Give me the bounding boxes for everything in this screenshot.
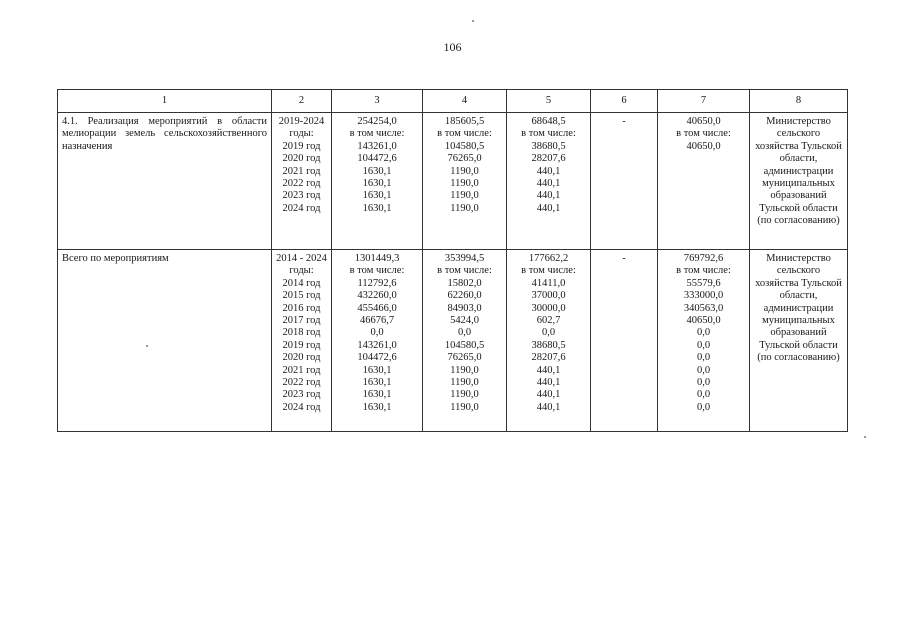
- cell-line: Министерство: [766, 253, 831, 264]
- cell-line: 2023 год: [282, 190, 321, 202]
- cell-line: 2019 год: [282, 339, 321, 351]
- cell-line: 28207,6: [531, 153, 566, 165]
- measure-name-cell: 4.1. Реализация мероприятий в области мелиорации земель сельскохозяйственного назначения: [58, 113, 272, 250]
- cell-line: 41411,0: [531, 277, 566, 289]
- col4-cell: [423, 250, 507, 432]
- cell-line: 2024 год: [282, 401, 321, 413]
- cell-line: 440,1: [536, 377, 561, 389]
- cell-line: сельского: [776, 265, 821, 277]
- cell-line: образований: [770, 190, 827, 202]
- cell-line: 1190,0: [450, 178, 479, 190]
- cell-line: 38680,5: [531, 140, 566, 152]
- cell-line: 28207,6: [531, 352, 566, 364]
- cell-line: 440,1: [536, 190, 561, 202]
- cell-line: 440,1: [536, 389, 561, 401]
- cell-line: 1630,1: [362, 190, 392, 202]
- cell-line: хозяйства Тульской: [755, 277, 842, 289]
- cell-line: 440,1: [536, 401, 561, 413]
- cell-line: 104472,6: [357, 153, 397, 165]
- cell-line: 5424,0: [450, 315, 479, 327]
- header-cell: 2: [272, 90, 332, 113]
- cell-line: 2023 год: [282, 389, 321, 401]
- cell-line: 68648,5: [531, 116, 566, 127]
- cell-line: 2019 год: [282, 140, 321, 152]
- cell-line: годы:: [289, 265, 314, 277]
- cell-line: 0,0: [457, 327, 472, 339]
- cell-line: администрации: [763, 165, 834, 177]
- cell-line: 40650,0: [686, 140, 721, 152]
- cell-line: годы:: [289, 128, 314, 140]
- cell-line: 40650,0: [686, 315, 721, 327]
- cell-line: 0,0: [370, 327, 384, 339]
- cell-line: в том числе:: [349, 265, 405, 277]
- header-cell: 6: [591, 90, 658, 113]
- cell-line: 0,0: [541, 327, 556, 339]
- cell-line: муниципальных: [762, 315, 835, 327]
- col6-cell: -: [591, 250, 658, 432]
- cell-line: 104580,5: [444, 140, 485, 152]
- total-cell: [332, 250, 423, 432]
- cell-line: 2014 - 2024: [276, 253, 327, 264]
- col7-cell: [658, 113, 750, 250]
- cell-line: 2015 год: [282, 290, 321, 302]
- cell-line: 1630,1: [362, 202, 392, 214]
- cell-line: 333000,0: [683, 290, 724, 302]
- header-cell: 1: [58, 90, 272, 113]
- cell-line: 1301449,3: [354, 253, 400, 264]
- cell-line: Тульской области: [759, 339, 838, 351]
- cell-line: 2020 год: [282, 352, 321, 364]
- cell-line: 602,7: [536, 315, 561, 327]
- cell-line: 1630,1: [362, 165, 392, 177]
- cell-line: 112792,6: [357, 277, 397, 289]
- cell-line: администрации: [763, 302, 834, 314]
- cell-line: 38680,5: [531, 339, 566, 351]
- measure-name-cell: Всего по мероприятиям: [58, 250, 272, 432]
- cell-line: 104580,5: [444, 339, 485, 351]
- cell-line: области,: [779, 153, 818, 165]
- cell-line: 455466,0: [357, 302, 397, 314]
- table-row: [58, 113, 848, 250]
- cell-line: 0,0: [696, 352, 711, 364]
- cell-line: 30000,0: [531, 302, 566, 314]
- cell-line: 2022 год: [282, 178, 321, 190]
- cell-line: в том числе:: [437, 265, 492, 277]
- cell-line: 0,0: [696, 377, 711, 389]
- cell-line: хозяйства Тульской: [755, 140, 842, 152]
- cell-line: 2024 год: [282, 202, 321, 214]
- cell-line: 1190,0: [450, 364, 479, 376]
- table-row: [58, 250, 848, 432]
- cell-line: в том числе:: [349, 128, 405, 140]
- cell-line: в том числе:: [521, 265, 576, 277]
- cell-line: Тульской области: [759, 202, 838, 214]
- years-cell: [272, 113, 332, 250]
- col5-cell: [507, 250, 591, 432]
- cell-line: в том числе:: [521, 128, 576, 140]
- cell-line: 1630,1: [362, 178, 392, 190]
- cell-line: образований: [770, 327, 827, 339]
- cell-line: 55579,6: [686, 277, 721, 289]
- cell-line: 1190,0: [450, 202, 479, 214]
- header-cell: 4: [423, 90, 507, 113]
- cell-line: 62260,0: [447, 290, 482, 302]
- header-cell: 8: [750, 90, 848, 113]
- cell-line: (по согласованию): [757, 215, 840, 227]
- cell-line: 1190,0: [450, 401, 479, 413]
- cell-line: 1190,0: [450, 190, 479, 202]
- cell-line: 0,0: [696, 364, 711, 376]
- cell-line: области,: [779, 290, 818, 302]
- cell-line: 440,1: [536, 364, 561, 376]
- executor-cell: [750, 250, 848, 432]
- cell-line: 769792,6: [683, 253, 724, 264]
- cell-line: 0,0: [696, 339, 711, 351]
- cell-line: 76265,0: [447, 352, 482, 364]
- cell-line: 440,1: [536, 178, 561, 190]
- cell-line: в том числе:: [676, 265, 731, 277]
- cell-line: 353994,5: [444, 253, 485, 264]
- cell-line: 2018 год: [282, 327, 321, 339]
- cell-line: 1630,1: [362, 377, 392, 389]
- cell-line: 1190,0: [450, 389, 479, 401]
- cell-line: 0,0: [696, 401, 711, 413]
- cell-line: 432260,0: [357, 290, 397, 302]
- cell-line: 440,1: [536, 202, 561, 214]
- cell-line: Министерство: [766, 116, 831, 127]
- cell-line: (по согласованию): [757, 352, 840, 364]
- cell-line: в том числе:: [676, 128, 731, 140]
- years-cell: [272, 250, 332, 432]
- scan-speck: [146, 345, 148, 347]
- cell-line: 1630,1: [362, 401, 392, 413]
- cell-line: 15802,0: [447, 277, 482, 289]
- cell-line: 0,0: [696, 389, 711, 401]
- scan-speck: [864, 436, 866, 438]
- cell-line: 37000,0: [531, 290, 566, 302]
- measures-table: [57, 89, 848, 432]
- page-number: 106: [443, 40, 462, 54]
- cell-line: 1190,0: [450, 165, 479, 177]
- cell-line: 2016 год: [282, 302, 321, 314]
- header-cell: 7: [658, 90, 750, 113]
- cell-line: 254254,0: [357, 116, 397, 127]
- header-row: [58, 90, 848, 113]
- cell-line: в том числе:: [437, 128, 492, 140]
- executor-cell: [750, 113, 848, 250]
- cell-line: 2021 год: [282, 364, 321, 376]
- cell-line: 2020 год: [282, 153, 321, 165]
- col4-cell: [423, 113, 507, 250]
- cell-line: 0,0: [696, 327, 711, 339]
- cell-line: 76265,0: [447, 153, 482, 165]
- cell-line: муниципальных: [762, 178, 835, 190]
- col6-cell: -: [591, 113, 658, 250]
- cell-line: 84903,0: [447, 302, 482, 314]
- cell-line: 2019-2024: [278, 116, 325, 127]
- cell-line: 143261,0: [357, 140, 397, 152]
- cell-line: 40650,0: [686, 116, 721, 127]
- cell-line: 2021 год: [282, 165, 321, 177]
- cell-line: 177662,2: [528, 253, 569, 264]
- cell-line: сельского: [776, 128, 821, 140]
- cell-line: 2014 год: [282, 277, 321, 289]
- cell-line: 104472,6: [357, 352, 397, 364]
- cell-line: 2017 год: [282, 315, 321, 327]
- cell-line: 185605,5: [444, 116, 485, 127]
- cell-line: 143261,0: [357, 339, 397, 351]
- cell-line: 440,1: [536, 165, 561, 177]
- cell-line: 1190,0: [450, 377, 479, 389]
- scan-speck: [472, 20, 474, 22]
- cell-line: 46676,7: [359, 315, 395, 327]
- header-cell: 5: [507, 90, 591, 113]
- total-cell: [332, 113, 423, 250]
- cell-line: 340563,0: [683, 302, 724, 314]
- col5-cell: [507, 113, 591, 250]
- cell-line: 2022 год: [282, 377, 321, 389]
- cell-line: 1630,1: [362, 364, 392, 376]
- cell-line: 1630,1: [362, 389, 392, 401]
- header-cell: 3: [332, 90, 423, 113]
- col7-cell: [658, 250, 750, 432]
